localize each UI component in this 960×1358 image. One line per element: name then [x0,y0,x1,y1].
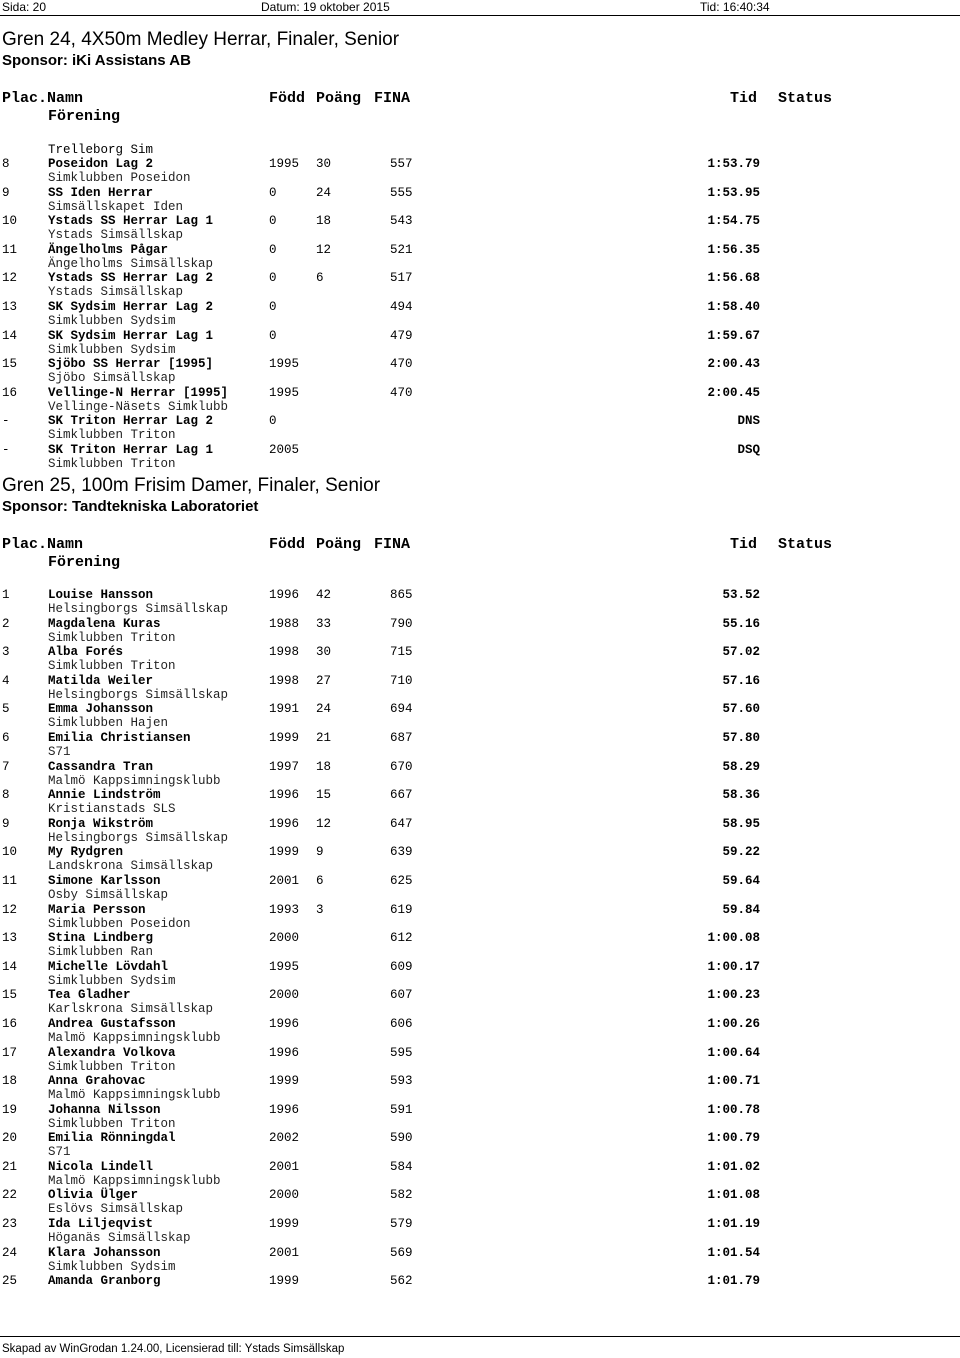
birth-year: 2002 [269,1131,300,1146]
birth-year: 2001 [269,1245,300,1260]
points: 27 [316,673,332,688]
fina-points: 687 [390,730,413,745]
result-time: 58.95 [722,816,760,831]
club-name: Simklubben Triton [48,630,176,645]
club-name: Osby Simsällskap [48,887,169,902]
club-name: Simklubben Triton [48,1059,176,1074]
event-25-column-header [0,536,960,572]
swimmer-name: Matilda Weiler [48,673,154,688]
swimmer-name: Sjöbo SS Herrar [1995] [48,357,214,372]
points: 3 [316,902,324,917]
fina-points: 517 [390,271,413,286]
placement: 24 [2,1245,18,1260]
result-time: 1:01.79 [707,1274,760,1289]
fina-points: 639 [390,845,413,860]
result-time: 1:00.78 [707,1102,760,1117]
fina-points: 609 [390,959,413,974]
result-row [0,1131,960,1160]
club-name: Malmö Kappsimningsklubb [48,1088,221,1103]
col-fina: FINA [374,536,411,553]
club-name: Simklubben Triton [48,428,176,443]
col-plac-namn: Plac.Namn [2,536,84,553]
birth-year: 0 [269,271,277,286]
placement: 11 [2,242,18,257]
birth-year: 1996 [269,1045,300,1060]
col-tid: Tid [730,90,758,107]
result-row [0,588,960,617]
fina-points: 619 [390,902,413,917]
fina-points: 591 [390,1102,413,1117]
birth-year: 1997 [269,759,300,774]
points: 12 [316,242,332,257]
result-time: 1:58.40 [707,299,760,314]
club-name: Simklubben Triton [48,1116,176,1131]
swimmer-name: Amanda Granborg [48,1274,161,1289]
fina-points: 667 [390,788,413,803]
result-time: 1:00.79 [707,1131,760,1146]
result-row [0,329,960,358]
result-row [0,443,960,472]
result-row [0,186,960,215]
result-row [0,617,960,646]
result-row [0,357,960,386]
placement: 6 [2,730,10,745]
placement: 10 [2,845,18,860]
result-row [0,817,960,846]
swimmer-name: Johanna Nilsson [48,1102,161,1117]
fina-points: 607 [390,988,413,1003]
birth-year: 1999 [269,1274,300,1289]
club-name: Landskrona Simsällskap [48,859,214,874]
event-24-results [0,143,960,472]
swimmer-name: Klara Johansson [48,1245,161,1260]
placement: 16 [2,1016,18,1031]
swimmer-name: Louise Hansson [48,588,154,602]
club-name: Ystads Simsällskap [48,228,184,243]
birth-year: 0 [269,214,277,229]
fina-points: 865 [390,588,413,602]
swimmer-name: Ystads SS Herrar Lag 1 [48,214,214,229]
result-row [0,1246,960,1275]
result-time: 57.02 [722,645,760,660]
result-row [0,988,960,1017]
swimmer-name: Magdalena Kuras [48,616,161,631]
result-time: 55.16 [722,616,760,631]
swimmer-name: SS Iden Herrar [48,185,154,200]
placement: 18 [2,1074,18,1089]
result-row [0,960,960,989]
placement: 7 [2,759,10,774]
birth-year: 1996 [269,816,300,831]
birth-year: 2000 [269,1188,300,1203]
result-row [0,674,960,703]
fina-points: 479 [390,328,413,343]
club-name: S71 [48,744,71,759]
swimmer-name: Michelle Lövdahl [48,959,169,974]
result-time: 1:01.19 [707,1217,760,1232]
result-row [0,645,960,674]
birth-year: 1998 [269,645,300,660]
result-time: 57.60 [722,702,760,717]
birth-year: 1995 [269,385,300,400]
placement: 2 [2,616,10,631]
swimmer-name: Emma Johansson [48,702,154,717]
col-tid: Tid [730,536,758,553]
birth-year: 1996 [269,1016,300,1031]
result-time: 57.16 [722,673,760,688]
club-name: Höganäs Simsällskap [48,1231,191,1246]
result-time: 58.29 [722,759,760,774]
swimmer-name: My Rydgren [48,845,124,860]
result-row [0,1103,960,1132]
points: 33 [316,616,332,631]
birth-year: 1991 [269,702,300,717]
points: 24 [316,702,332,717]
fina-points: 582 [390,1188,413,1203]
report-date: Datum: 19 oktober 2015 [261,0,390,14]
fina-points: 555 [390,185,413,200]
placement: 1 [2,588,10,602]
result-time: 1:56.35 [707,242,760,257]
points: 42 [316,588,332,602]
birth-year: 2005 [269,442,300,457]
swimmer-name: Stina Lindberg [48,931,154,946]
club-name: Ängelholms Simsällskap [48,256,214,271]
swimmer-name: Olivia Ülger [48,1188,139,1203]
fina-points: 494 [390,299,413,314]
birth-year: 0 [269,242,277,257]
points: 24 [316,185,332,200]
club-name: Malmö Kappsimningsklubb [48,1173,221,1188]
page-header-bar [0,0,960,14]
birth-year: 2001 [269,873,300,888]
placement: 17 [2,1045,18,1060]
swimmer-name: Ida Liljeqvist [48,1217,154,1232]
birth-year: 1995 [269,157,300,171]
col-fodd: Född [269,536,306,553]
swimmer-name: SK Sydsim Herrar Lag 1 [48,328,214,343]
club-name: Simklubben Sydsim [48,342,176,357]
club-name: Helsingborgs Simsällskap [48,687,229,702]
birth-year: 1999 [269,730,300,745]
club-name: Simklubben Triton [48,659,176,674]
col-poang: Poäng [316,536,362,553]
club-name: Simklubben Ran [48,945,154,960]
swimmer-name: Simone Karlsson [48,873,161,888]
placement: 13 [2,299,18,314]
result-time: 1:53.79 [707,157,760,171]
swimmer-name: Tea Gladher [48,988,131,1003]
placement: 22 [2,1188,18,1203]
points: 30 [316,645,332,660]
placement: 10 [2,214,18,229]
fina-points: 569 [390,1245,413,1260]
result-row [0,214,960,243]
result-time: 1:54.75 [707,214,760,229]
fina-points: 584 [390,1159,413,1174]
fina-points: 647 [390,816,413,831]
birth-year: 1996 [269,788,300,803]
club-name: Helsingborgs Simsällskap [48,602,229,616]
fina-points: 590 [390,1131,413,1146]
page-number: Sida: 20 [2,0,47,14]
result-time: 1:00.23 [707,988,760,1003]
points: 12 [316,816,332,831]
points: 30 [316,157,332,171]
fina-points: 625 [390,873,413,888]
club-name: Karlskrona Simsällskap [48,1002,214,1017]
fina-points: 612 [390,931,413,946]
placement: 12 [2,271,18,286]
club-name: Helsingborgs Simsällskap [48,830,229,845]
swimmer-name: Emilia Rönningdal [48,1131,176,1146]
club-name: Trelleborg Sim [48,143,154,157]
fina-points: 606 [390,1016,413,1031]
birth-year: 0 [269,328,277,343]
result-row [0,760,960,789]
event-25-results [0,588,960,1303]
club-name: Sjöbo Simsällskap [48,371,176,386]
placement: 23 [2,1217,18,1232]
result-time: 1:00.71 [707,1074,760,1089]
result-time: 1:01.08 [707,1188,760,1203]
result-row [0,386,960,415]
placement: 16 [2,385,18,400]
birth-year: 1999 [269,845,300,860]
report-time: Tid: 16:40:34 [700,0,770,14]
result-row [0,874,960,903]
result-row [0,731,960,760]
club-name: Malmö Kappsimningsklubb [48,773,221,788]
swimmer-name: Maria Persson [48,902,146,917]
swimmer-name: Andrea Gustafsson [48,1016,176,1031]
footer-divider [0,1336,960,1337]
result-row [0,414,960,443]
result-row [0,788,960,817]
event-25-title: Gren 25, 100m Frisim Damer, Finaler, Senior [2,475,381,496]
result-time: 59.64 [722,873,760,888]
fina-points: 790 [390,616,413,631]
result-row [0,1217,960,1246]
fina-points: 715 [390,645,413,660]
birth-year: 0 [269,185,277,200]
result-time: DNS [737,414,760,429]
club-name: Eslövs Simsällskap [48,1202,184,1217]
points: 21 [316,730,332,745]
swimmer-name: Ystads SS Herrar Lag 2 [48,271,214,286]
club-name: Simklubben Poseidon [48,171,191,185]
result-time: DSQ [737,442,760,457]
placement: 3 [2,645,10,660]
fina-points: 470 [390,385,413,400]
result-time: 1:00.26 [707,1016,760,1031]
placement: 9 [2,185,10,200]
col-forening: Förening [48,108,121,125]
result-time: 2:00.45 [707,385,760,400]
birth-year: 1996 [269,588,300,602]
result-row [0,1017,960,1046]
swimmer-name: Vellinge-N Herrar [1995] [48,385,229,400]
birth-year: 1988 [269,616,300,631]
placement: 15 [2,988,18,1003]
placement: 8 [2,788,10,803]
birth-year: 1996 [269,1102,300,1117]
footer-text: Skapad av WinGrodan 1.24.00, Licensierad till: Ystads Simsällskap [2,1343,345,1355]
points: 6 [316,873,324,888]
swimmer-name: SK Triton Herrar Lag 1 [48,442,214,457]
fina-points: 694 [390,702,413,717]
placement: - [2,414,10,429]
club-name: Malmö Kappsimningsklubb [48,1030,221,1045]
club-name: Simklubben Sydsim [48,313,176,328]
result-row [0,702,960,731]
placement: 15 [2,357,18,372]
fina-points: 470 [390,357,413,372]
result-time: 1:00.17 [707,959,760,974]
birth-year: 1995 [269,959,300,974]
result-time: 2:00.43 [707,357,760,372]
result-time: 1:01.54 [707,1245,760,1260]
swimmer-name: Ängelholms Pågar [48,242,169,257]
birth-year: 1998 [269,673,300,688]
carry-over-club [0,143,960,157]
placement: 5 [2,702,10,717]
placement: 21 [2,1159,18,1174]
col-status: Status [778,536,833,553]
birth-year: 1999 [269,1074,300,1089]
club-name: Simsällskapet Iden [48,199,184,214]
club-name: Simklubben Triton [48,456,176,471]
swimmer-name: Annie Lindström [48,788,161,803]
result-row [0,1160,960,1189]
placement: - [2,442,10,457]
result-row [0,1188,960,1217]
result-time: 1:00.08 [707,931,760,946]
result-time: 1:56.68 [707,271,760,286]
placement: 14 [2,328,18,343]
club-name: Simklubben Poseidon [48,916,191,931]
result-time: 53.52 [722,588,760,602]
placement: 20 [2,1131,18,1146]
fina-points: 543 [390,214,413,229]
placement: 25 [2,1274,18,1289]
birth-year: 2000 [269,988,300,1003]
fina-points: 710 [390,673,413,688]
birth-year: 1993 [269,902,300,917]
birth-year: 2000 [269,931,300,946]
col-fodd: Född [269,90,306,107]
result-row [0,845,960,874]
club-name: Ystads Simsällskap [48,285,184,300]
result-row [0,1074,960,1103]
result-time: 57.80 [722,730,760,745]
col-plac-namn: Plac.Namn [2,90,84,107]
fina-points: 562 [390,1274,413,1289]
club-name: Simklubben Sydsim [48,973,176,988]
fina-points: 670 [390,759,413,774]
event-25-sponsor: Sponsor: Tandtekniska Laboratoriet [2,498,259,515]
swimmer-name: SK Sydsim Herrar Lag 2 [48,299,214,314]
birth-year: 0 [269,299,277,314]
result-time: 1:00.64 [707,1045,760,1060]
points: 6 [316,271,324,286]
result-row [0,931,960,960]
club-name: Kristianstads SLS [48,802,176,817]
event-24-column-header [0,90,960,126]
result-row [0,300,960,329]
event-24-title: Gren 24, 4X50m Medley Herrar, Finaler, Senior [2,29,400,50]
result-row [0,243,960,272]
placement: 4 [2,673,10,688]
birth-year: 1995 [269,357,300,372]
birth-year: 0 [269,414,277,429]
col-fina: FINA [374,90,411,107]
swimmer-name: Anna Grahovac [48,1074,146,1089]
placement: 13 [2,931,18,946]
points: 18 [316,759,332,774]
result-row [0,1274,960,1303]
placement: 9 [2,816,10,831]
fina-points: 557 [390,157,413,171]
fina-points: 521 [390,242,413,257]
fina-points: 595 [390,1045,413,1060]
result-time: 59.84 [722,902,760,917]
result-time: 1:53.95 [707,185,760,200]
swimmer-name: Alba Forés [48,645,124,660]
placement: 19 [2,1102,18,1117]
club-name: S71 [48,1145,71,1160]
result-row [0,157,960,186]
placement: 14 [2,959,18,974]
placement: 8 [2,157,10,171]
swimmer-name: Ronja Wikström [48,816,154,831]
header-divider [0,15,960,16]
event-24-sponsor: Sponsor: iKi Assistans AB [2,52,191,69]
placement: 11 [2,873,18,888]
col-forening: Förening [48,554,121,571]
col-status: Status [778,90,833,107]
swimmer-name: Alexandra Volkova [48,1045,176,1060]
swimmer-name: Poseidon Lag 2 [48,157,154,171]
swimmer-name: Emilia Christiansen [48,730,191,745]
result-time: 1:59.67 [707,328,760,343]
fina-points: 579 [390,1217,413,1232]
swimmer-name: SK Triton Herrar Lag 2 [48,414,214,429]
birth-year: 2001 [269,1159,300,1174]
result-row [0,903,960,932]
result-time: 59.22 [722,845,760,860]
swimmer-name: Cassandra Tran [48,759,154,774]
points: 18 [316,214,332,229]
club-name: Simklubben Sydsim [48,1259,176,1274]
placement: 12 [2,902,18,917]
result-time: 1:01.02 [707,1159,760,1174]
swimmer-name: Nicola Lindell [48,1159,154,1174]
club-name: Vellinge-Näsets Simklubb [48,399,229,414]
result-row [0,271,960,300]
club-name: Simklubben Hajen [48,716,169,731]
fina-points: 593 [390,1074,413,1089]
result-time: 58.36 [722,788,760,803]
points: 9 [316,845,324,860]
col-poang: Poäng [316,90,362,107]
result-row [0,1046,960,1075]
points: 15 [316,788,332,803]
birth-year: 1999 [269,1217,300,1232]
